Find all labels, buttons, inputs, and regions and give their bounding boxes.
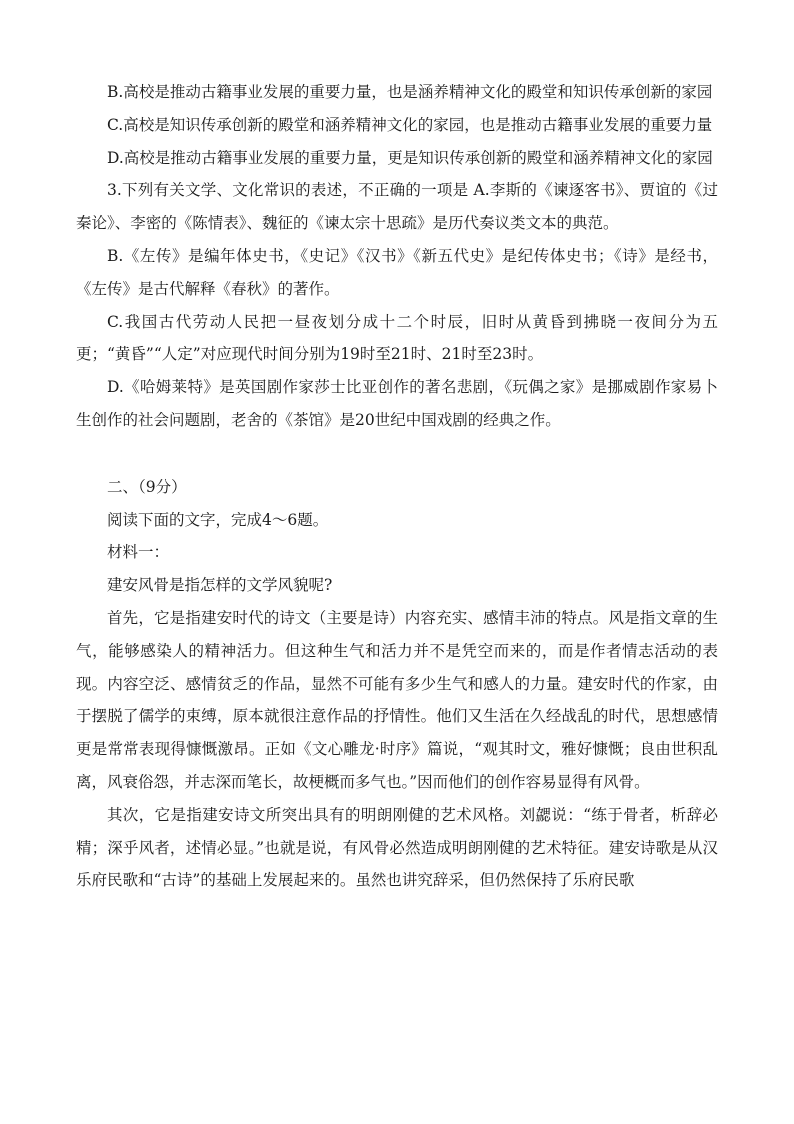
question-3-option-c: C.我国古代劳动人民把一昼夜划分成十二个时辰，旧时从黄昏到拂晓一夜间分为五更；“黄昏”“人定”对应现代时间分别为19时至21时、21时至23时。 [76, 312, 718, 364]
section-title: 二、（9分） [107, 477, 187, 496]
option-b: B.高校是推动古籍事业发展的重要力量，也是涵养精神文化的殿堂和知识传承创新的家园 [107, 83, 713, 101]
material-question: 建安风骨是指怎样的文学风貌呢? [107, 576, 333, 595]
question-3-option-d: D.《哈姆莱特》是英国剧作家莎士比亚创作的著名悲剧，《玩偶之家》是挪威剧作家易卜生创作的社会问题剧，老舍的《茶馆》是20世纪中国戏剧的经典之作。 [76, 378, 718, 429]
document-page [76, 76, 718, 897]
option-c: C.高校是知识传承创新的殿堂和涵养精神文化的家园，也是推动古籍事业发展的重要力量 [107, 115, 713, 134]
reading-instruction: 阅读下面的文字，完成4～6题。 [107, 510, 329, 529]
body-paragraph-2: 其次，它是指建安诗文所突出具有的明朗刚健的艺术风格。刘勰说：“练于骨者，析辞必精；深乎风者，述情必显。”也就是说，有风骨必然造成明朗刚健的艺术特征。建安诗歌是从汉乐府民歌和“古诗”的基础上发展起来的。虽然也讲究辞采，但仍然保持了乐府民歌 [76, 805, 718, 890]
question-3-option-b: B.《左传》是编年体史书，《史记》《汉书》《新五代史》是纪传体史书；《诗》是经书，《左传》是古代解释《春秋》的著作。 [76, 246, 718, 298]
body-paragraph-1: 首先，它是指建安时代的诗文（主要是诗）内容充实、感情丰沛的特点。风是指文章的生气，能够感染人的精神活力。但这种生气和活力并不是凭空而来的，而是作者情志活动的表现。内容空泛、感情贫乏的作品，显然不可能有多少生气和感人的力量。建安时代的作家，由于摆脱了儒学的束缚，原本就很注意作品的抒情性。他们又生活在久经战乱的时代，思想感情更是常常表现得慷慨激昂。正如《文心雕龙·时序》篇说，“观其时文，雅好慷慨；良由世积乱离，风衰俗怨，并志深而笔长，故梗概而多气也。”因而他们的创作容易显得有风骨。 [76, 608, 718, 791]
material-label: 材料一： [107, 543, 170, 562]
section-gap [76, 437, 718, 471]
option-d: D.高校是推动古籍事业发展的重要力量，更是知识传承创新的殿堂和涵养精神文化的家园 [107, 148, 713, 167]
question-3: 3.下列有关文学、文化常识的表述，不正确的一项是 A.李斯的《谏逐客书》、贾谊的《过秦论》、李密的《陈情表》、魏征的《谏太宗十思疏》是历代奏议类文本的典范。 [76, 181, 718, 233]
